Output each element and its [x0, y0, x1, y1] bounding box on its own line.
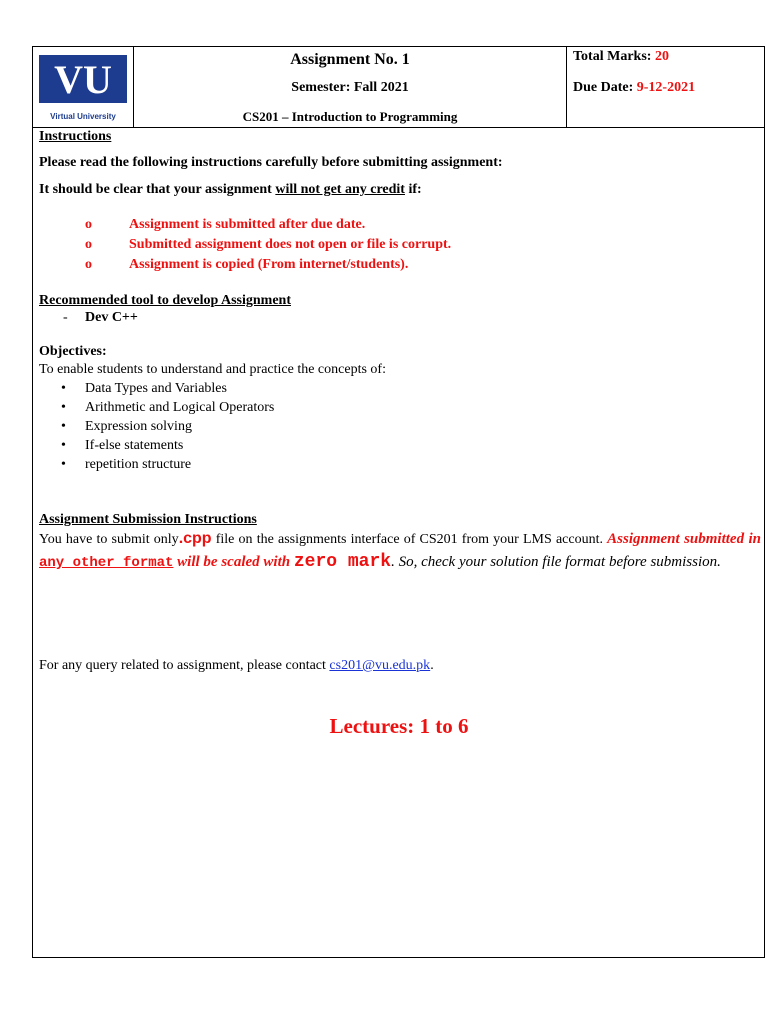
objective-item: repetition structure	[85, 457, 192, 472]
vu-logo	[37, 53, 129, 121]
semester: Semester: Fall 2021	[291, 80, 409, 95]
file-extension: .cpp	[178, 530, 212, 547]
list-bullet: •	[61, 457, 66, 472]
title-cell	[134, 47, 567, 127]
list-bullet: o	[85, 217, 92, 232]
assignment-number: 1	[401, 51, 410, 68]
marks-cell	[567, 47, 764, 127]
list-bullet: •	[61, 381, 66, 396]
submission-text: file on the assignments interface of CS201 from your LMS account.	[211, 532, 608, 547]
warning-emphasis: will not get any credit	[275, 182, 405, 197]
submission-paragraph	[39, 527, 761, 575]
assignment-title	[134, 51, 566, 69]
submission-closing: . So, check your solution file format before submission.	[391, 554, 721, 570]
list-bullet: •	[61, 400, 66, 415]
objective-item: Expression solving	[85, 419, 192, 434]
header-table	[33, 47, 764, 128]
objectives-intro: To enable students to understand and practice the concepts of:	[39, 362, 386, 377]
lectures-range: Lectures: 1 to 6	[329, 714, 469, 738]
tool-heading: Recommended tool to develop Assignment	[39, 293, 291, 308]
due-date	[573, 80, 695, 96]
submission-heading: Assignment Submission Instructions	[39, 512, 257, 527]
logo-caption: Virtual University	[50, 112, 116, 121]
instructions-heading: Instructions	[39, 129, 112, 144]
list-bullet: •	[61, 419, 66, 434]
format-warning: will be scaled with	[173, 554, 294, 570]
tool-item: Dev C++	[85, 310, 138, 325]
no-credit-condition: Submitted assignment does not open or file is corrupt.	[129, 237, 452, 252]
contact-line	[39, 658, 434, 674]
list-bullet: o	[85, 237, 92, 252]
total-marks-value: 20	[654, 49, 669, 64]
format-warning: Assignment submitted in	[607, 531, 762, 547]
contact-email-link[interactable]: cs201@vu.edu.pk	[329, 658, 431, 673]
due-date-label: Due Date:	[573, 80, 634, 95]
objective-item: Data Types and Variables	[85, 381, 227, 396]
list-bullet: o	[85, 257, 92, 272]
warning-suffix: if:	[404, 182, 422, 197]
contact-suffix: .	[430, 658, 434, 673]
course-title: CS201 – Introduction to Programming	[242, 109, 458, 124]
objectives-heading: Objectives:	[39, 344, 107, 359]
objective-item: If-else statements	[85, 438, 184, 453]
total-marks-label: Total Marks:	[573, 49, 652, 64]
no-credit-condition: Assignment is submitted after due date.	[129, 217, 366, 232]
list-bullet: •	[61, 438, 66, 453]
objective-item: Arithmetic and Logical Operators	[85, 400, 275, 415]
other-format-phrase: any other format	[39, 555, 174, 571]
no-credit-warning	[39, 182, 422, 198]
total-marks	[573, 49, 669, 65]
assignment-page	[32, 46, 765, 958]
logo-cell	[33, 47, 134, 127]
zero-mark-phrase: zero mark	[293, 552, 392, 572]
logo-mark-text: VU	[54, 57, 112, 102]
vu-logo-mark	[37, 53, 129, 105]
submission-text: You have to submit only	[39, 532, 179, 547]
contact-prefix: For any query related to assignment, please contact	[39, 658, 330, 673]
no-credit-condition: Assignment is copied (From internet/students).	[129, 257, 409, 272]
tool-dash: -	[63, 310, 68, 325]
instructions-line: Please read the following instructions carefully before submitting assignment:	[39, 155, 503, 170]
assignment-label: Assignment No.	[290, 51, 398, 68]
warning-prefix: It should be clear that your assignment	[39, 182, 276, 197]
due-date-value: 9-12-2021	[636, 80, 696, 95]
